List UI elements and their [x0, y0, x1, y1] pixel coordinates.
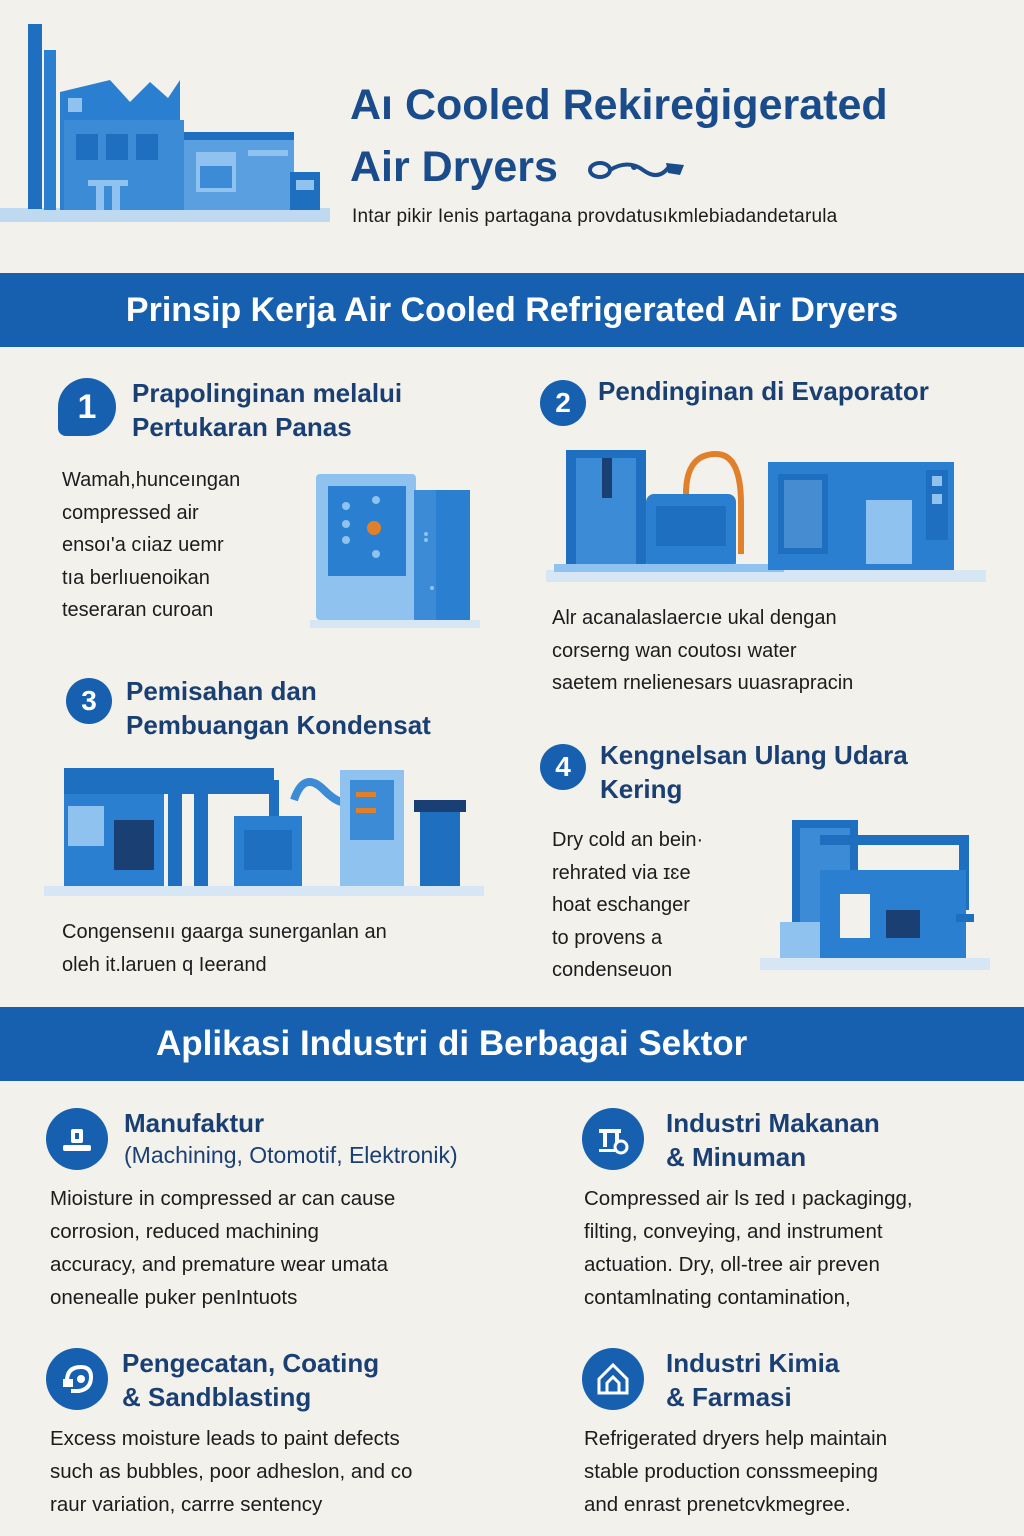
app-1-text-line: accuracy, and premature wear umata	[50, 1253, 389, 1276]
step-4-text-line: to provens a	[552, 926, 663, 949]
title-line-2-text: Air Dryers	[350, 143, 558, 191]
hose-icon	[588, 155, 688, 185]
step-2-text-line: Alr acanalaslaercıe ukal dengan	[552, 607, 837, 629]
step-2-number: 2	[540, 380, 586, 426]
app-4-text-line: Refrigerated dryers help maintain	[584, 1427, 888, 1450]
step-1-text	[62, 464, 312, 627]
reheater-illustration	[760, 814, 990, 974]
app-3-title-line-2: & Sandblasting	[122, 1382, 312, 1412]
title-line-1: Aı Cooled Rekireġigerated	[350, 81, 888, 129]
app-2-text-line: Compressed air ls ɪed ı packagingg,	[584, 1187, 913, 1210]
step-3-text-line: Congensenıı gaarga sunerganlan an	[62, 921, 387, 943]
step-1-title-line-2: Pertukaran Panas	[132, 412, 352, 442]
app-2-text-line: contamlnating contamination,	[584, 1286, 851, 1309]
app-4-title-line-2: & Farmasi	[666, 1382, 792, 1412]
step-4-text	[552, 824, 772, 987]
app-2-title	[666, 1106, 1006, 1174]
app-1-text-line: corrosion, reduced machining	[50, 1220, 319, 1243]
step-4-title	[600, 738, 1000, 806]
step-2-text	[552, 602, 1012, 700]
app-1-text	[50, 1182, 520, 1314]
step-1-text-line: teseraran curoan	[62, 599, 214, 621]
app-4-text-line: stable production conssmeeping	[584, 1460, 879, 1483]
app-2-text-line: actuation. Dry, oll-tree air preven	[584, 1253, 880, 1276]
step-4-title-line-1: Kengnelsan Ulang Udara	[600, 740, 908, 770]
step-4-text-line: rehrated via ɪɛe	[552, 861, 691, 884]
step-2-text-line: saetem rnelienesars uuasrapracin	[552, 672, 854, 694]
step-1-text-line: compressed air	[62, 501, 199, 524]
app-2-text-line: filting, conveying, and instrument	[584, 1220, 883, 1243]
app-1-title: Manufaktur	[124, 1108, 265, 1138]
app-4-title-line-1: Industri Kimia	[666, 1348, 840, 1378]
app-2-text	[584, 1182, 1014, 1314]
step-1-text-line: Wamah,hunceıngan	[62, 469, 241, 491]
app-3-text-line: raur variation, carrre sentency	[50, 1493, 323, 1516]
step-3-text	[62, 916, 522, 981]
step-3-title-line-1: Pemisahan dan	[126, 676, 317, 706]
app-1-text-line: onenealle puker penIntuots	[50, 1286, 298, 1309]
page-title	[350, 74, 1010, 198]
app-2-title-line-1: Industri Makanan	[666, 1108, 880, 1138]
step-4-text-line: Dry cold an bein·	[552, 829, 704, 851]
step-1-text-line: ensoı'a cıiaz uemr	[62, 534, 224, 556]
app-3-text	[50, 1422, 520, 1521]
app-3-text-line: Excess moisture leads to paint defects	[50, 1427, 400, 1450]
factory-illustration	[0, 20, 330, 235]
section-heading-prinsip: Prinsip Kerja Air Cooled Refrigerated Air Dryers	[0, 273, 1024, 347]
app-3-text-line: such as bubbles, poor adheslon, and co	[50, 1460, 413, 1483]
step-4-text-line: hoat eschanger	[552, 894, 690, 916]
condensate-separator-illustration	[44, 760, 484, 900]
heat-exchanger-illustration	[310, 470, 480, 630]
step-2-text-line: corserng wan coutosı water	[552, 639, 797, 662]
app-1-text-line: Mioisture in compressed ar can cause	[50, 1187, 396, 1210]
step-3-title-line-2: Pembuangan Kondensat	[126, 710, 431, 740]
step-3-title	[126, 674, 526, 742]
app-3-title-line-1: Pengecatan, Coating	[122, 1348, 380, 1378]
food-packaging-icon	[582, 1108, 644, 1170]
step-1-title-line-1: Prapolinginan melalui	[132, 378, 403, 408]
app-4-title	[666, 1346, 1006, 1414]
step-1-text-line: tıa berlıuenoikan	[62, 566, 210, 589]
step-1-number: 1	[58, 378, 116, 436]
spray-gun-icon	[46, 1348, 108, 1410]
step-3-text-line: oleh it.laruen q Ieerand	[62, 953, 267, 976]
app-1-subtitle: (Machining, Otomotif, Elektronik)	[124, 1142, 458, 1168]
step-4-text-line: condenseuon	[552, 959, 673, 981]
step-2-title-line-1: Pendinginan di Evaporator	[598, 376, 929, 406]
section-heading-aplikasi: Aplikasi Industri di Berbagai Sektor	[0, 1007, 1024, 1081]
step-2-title	[598, 374, 998, 408]
app-2-title-line-2: & Minuman	[666, 1142, 807, 1172]
app-4-text	[584, 1422, 1014, 1521]
step-4-title-line-2: Kering	[600, 774, 683, 804]
title-line-2	[350, 136, 1010, 198]
step-1-title	[132, 376, 502, 444]
app-3-title	[122, 1346, 522, 1414]
machining-icon	[46, 1108, 108, 1170]
app-4-text-line: and enrast prenetcvkmegree.	[584, 1493, 851, 1516]
hero-header	[0, 0, 1024, 270]
evaporator-illustration	[546, 444, 986, 584]
step-4-number: 4	[540, 744, 586, 790]
chemical-plant-icon	[582, 1348, 644, 1410]
page-subtitle: Intar pikir Ienis partagana provdatusıkmlebiadandetarula	[352, 206, 838, 227]
step-3-number: 3	[66, 678, 112, 724]
